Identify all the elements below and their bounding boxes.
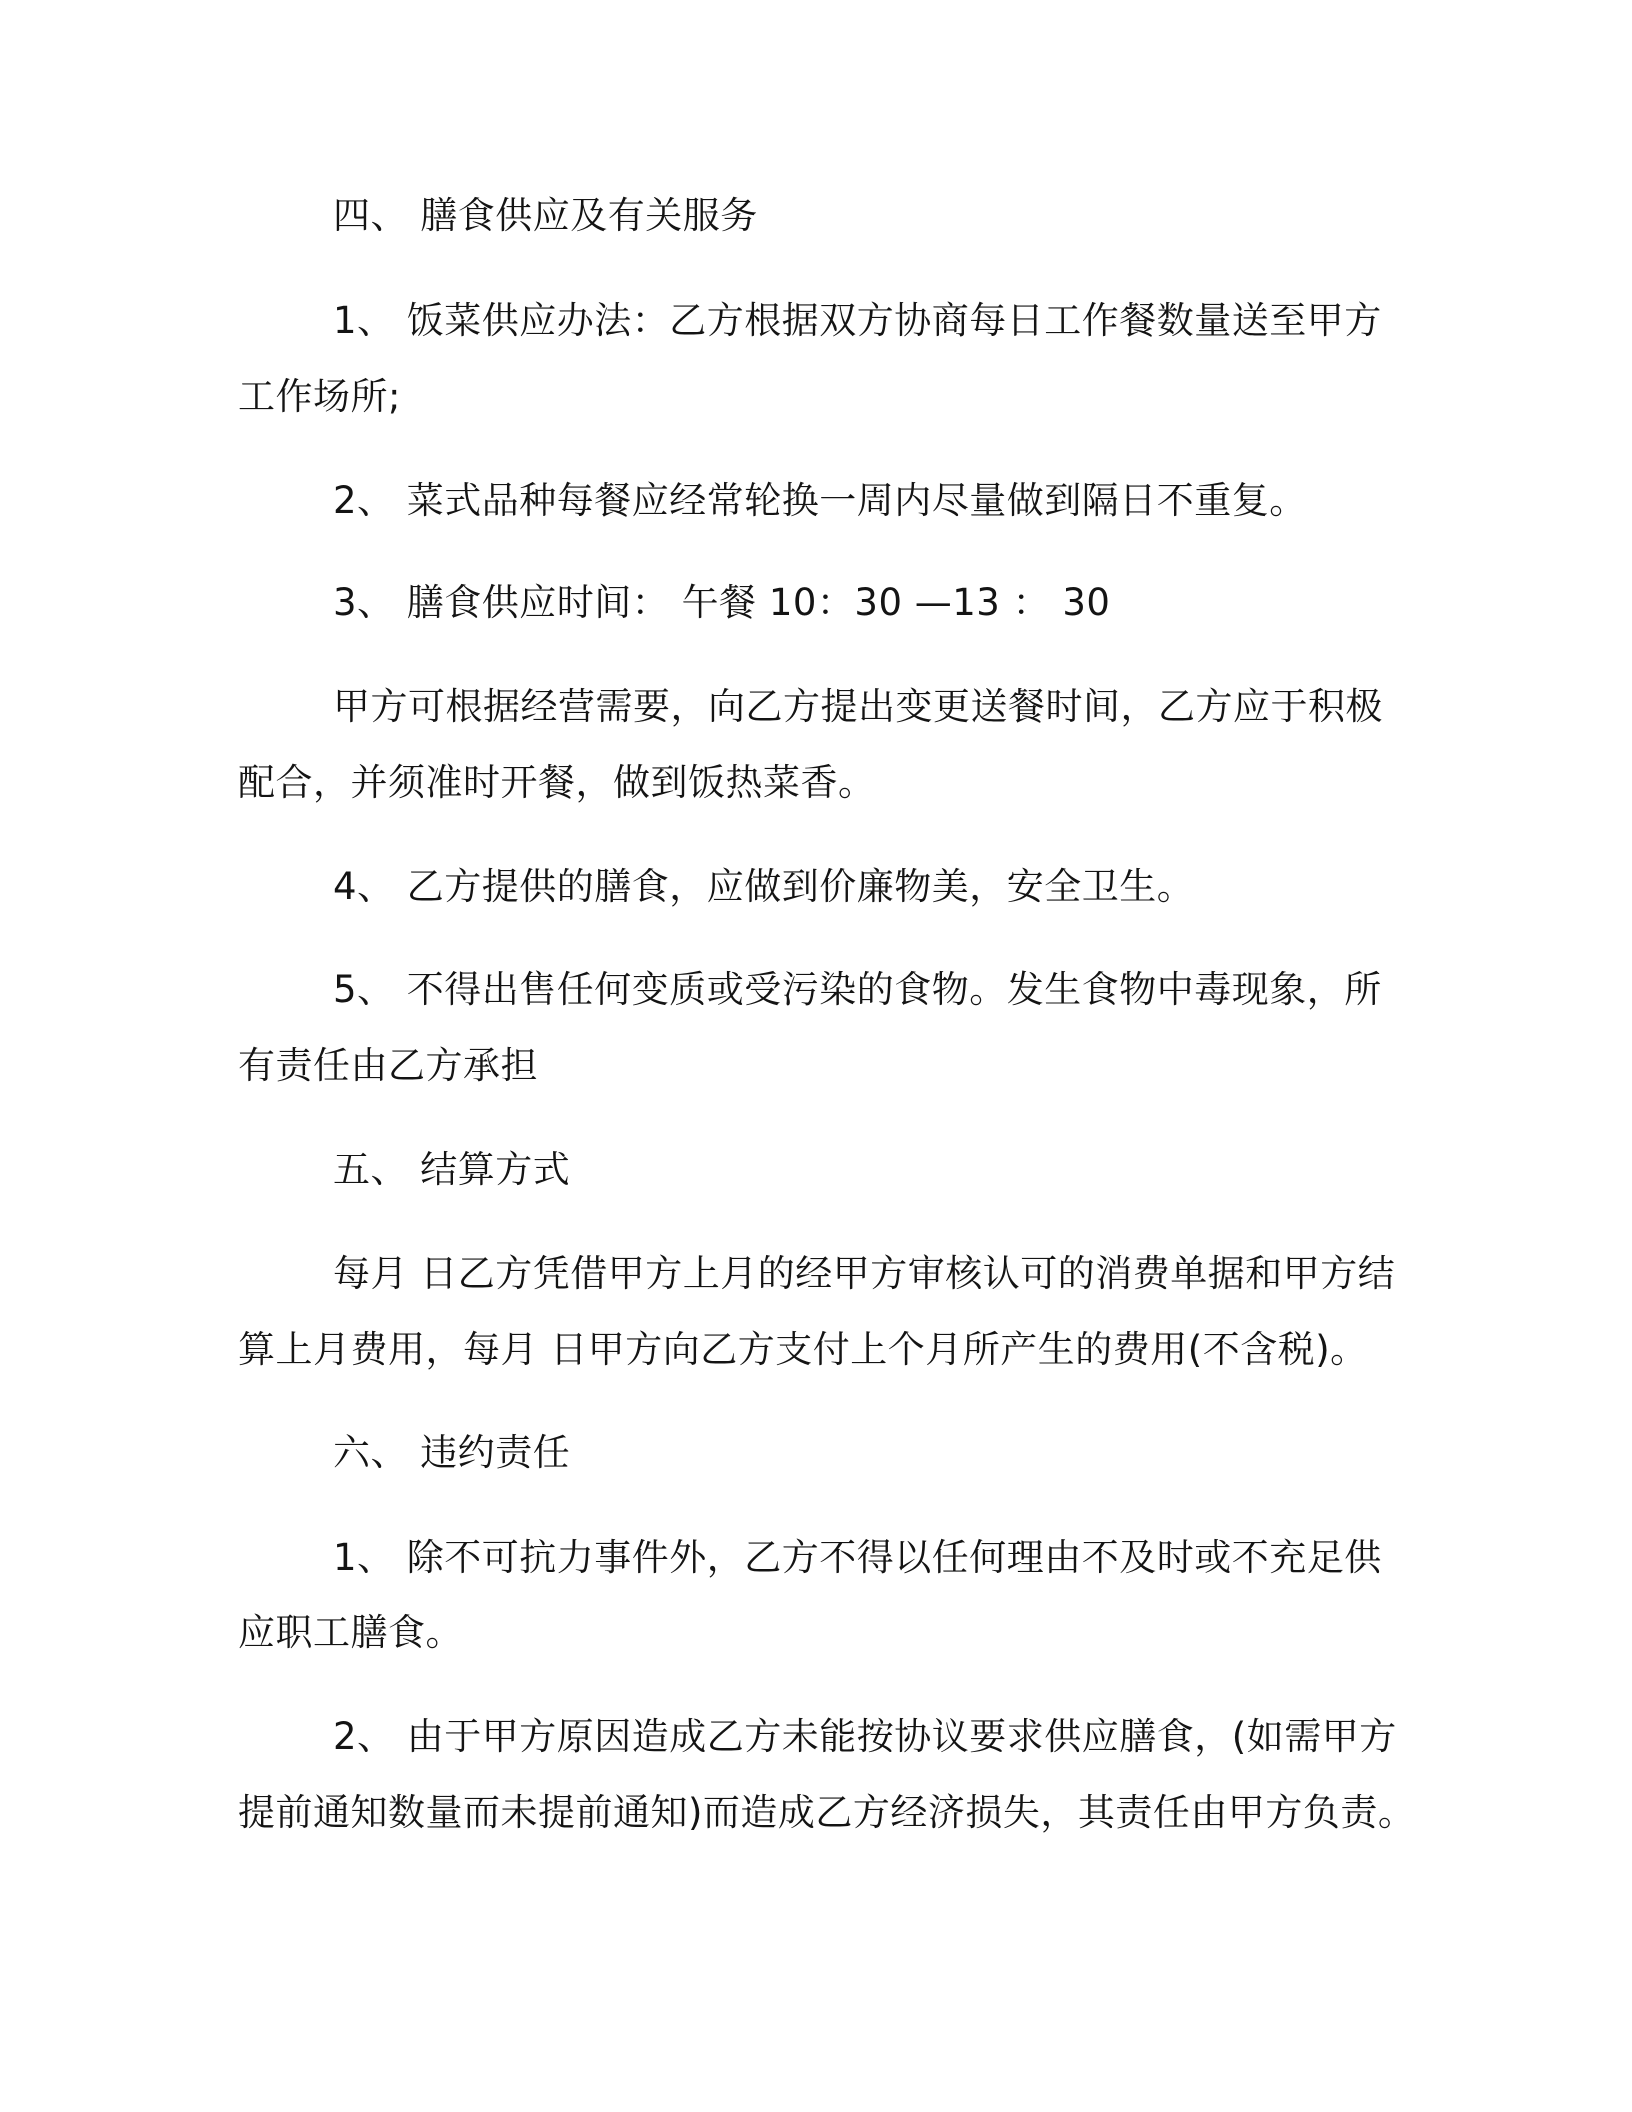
settlement-line-2: 算上月费用，每月 日甲方向乙方支付上个月所产生的费用(不含税)。	[238, 1328, 1368, 1371]
clause-4-5-line-2: 有责任由乙方承担	[238, 1044, 538, 1087]
clause-4-1-line-2: 工作场所;	[238, 375, 401, 418]
clause-6-2-line-1: 2、 由于甲方原因造成乙方未能按协议要求供应膳食，(如需甲方	[333, 1715, 1397, 1758]
section-heading-food-supply: 四、 膳食供应及有关服务	[333, 194, 758, 237]
clause-6-1-line-2: 应职工膳食。	[238, 1611, 463, 1654]
section-heading-settlement: 五、 结算方式	[333, 1148, 571, 1191]
clause-4-3-note-line-1: 甲方可根据经营需要，向乙方提出变更送餐时间，乙方应于积极	[333, 685, 1383, 728]
clause-4-1-line-1: 1、 饭菜供应办法：乙方根据双方协商每日工作餐数量送至甲方	[333, 299, 1382, 342]
clause-4-4: 4、 乙方提供的膳食，应做到价廉物美，安全卫生。	[333, 865, 1195, 908]
clause-4-3: 3、 膳食供应时间： 午餐 10：30 —13 ： 30	[333, 581, 1111, 624]
clause-4-5-line-1: 5、 不得出售任何变质或受污染的食物。发生食物中毒现象，所	[333, 968, 1382, 1011]
settlement-line-1: 每月 日乙方凭借甲方上月的经甲方审核认可的消费单据和甲方结	[333, 1252, 1396, 1295]
clause-6-1-line-1: 1、 除不可抗力事件外，乙方不得以任何理由不及时或不充足供	[333, 1536, 1382, 1579]
clause-4-3-note-line-2: 配合，并须准时开餐，做到饭热菜香。	[238, 761, 876, 804]
clause-4-2: 2、 菜式品种每餐应经常轮换一周内尽量做到隔日不重复。	[333, 479, 1307, 522]
section-heading-liability: 六、 违约责任	[333, 1431, 571, 1474]
clause-6-2-line-2: 提前通知数量而未提前通知)而造成乙方经济损失，其责任由甲方负责。	[238, 1791, 1416, 1834]
